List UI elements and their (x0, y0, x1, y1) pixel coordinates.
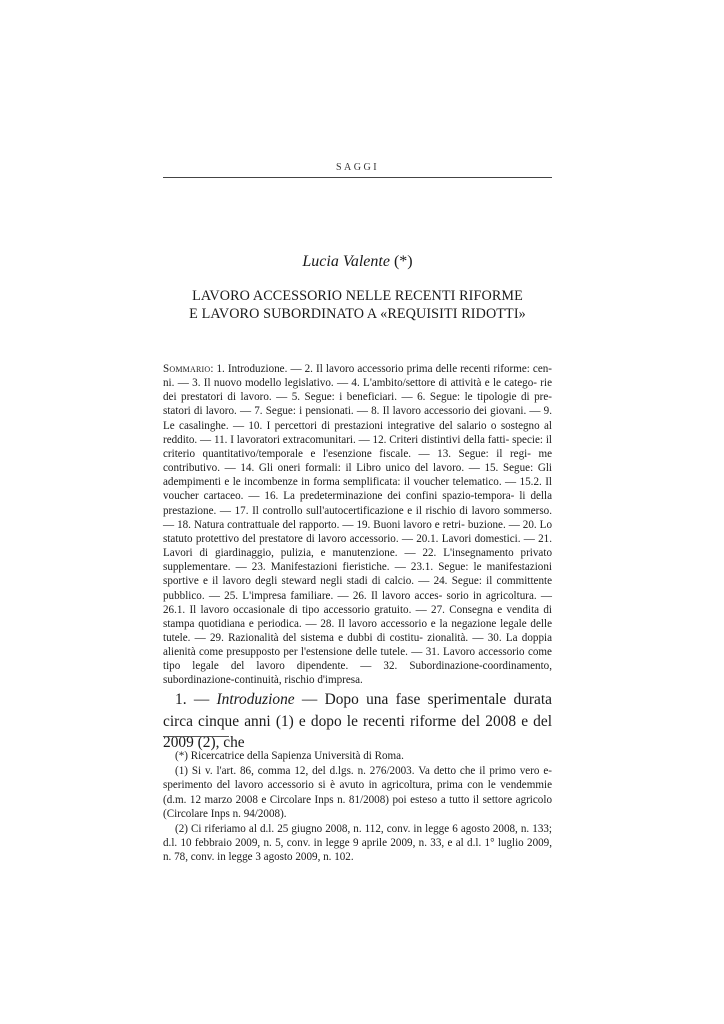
summary-line: li della prestazione. — 17. Il controllo sull'autocertificazione e il rischio di lavoro (163, 490, 553, 517)
summary-line: rie dei prestatori di lavoro. — 5. Segue: i beneficiari. — 6. Segue: le tipologie di pre- (163, 377, 552, 404)
summary-line: L'insegnamento privato supplementare. — 23. Manifestazioni fieristiche. — 23.1. (163, 547, 552, 574)
summary-line: statori di lavoro. — 7. Segue: i pensionati. — 8. Il lavoro accessorio dei giovani. — (163, 405, 541, 418)
summary-line: al reddito. — 11. I lavoratori extracomunitari. — 12. Criteri distintivi della fatti- (163, 419, 553, 446)
footnote-rule (163, 736, 229, 737)
section-number: 1. — (175, 691, 210, 708)
summary-line: : 1. Introduzione. — 2. Il lavoro accessorio prima delle recenti riforme: cen- (210, 363, 552, 375)
summary-line: sommerso. — 18. Natura contrattuale del rapporto. — 19. Buoni lavoro e retri- (163, 504, 552, 531)
author-name: Lucia Valente (302, 253, 390, 270)
running-head: SAGGI (335, 162, 380, 173)
article-title (163, 287, 552, 323)
footnote: (*) Ricercatrice della Sapienza Università di Roma. (175, 750, 404, 762)
summary-label: Sommario (163, 363, 211, 375)
summary-line: la negazione legale delle tutele. — 29. Razionalità del sistema e dubbi di costitu- (163, 617, 552, 644)
summary-line: Segue: le manifestazioni sportive e il lavoro degli steward negli stadi di calcio. — 24. (163, 561, 552, 588)
footnote: (1) Si v. l'art. 86, comma 12, del d.lgs. n. 276/2003. Va detto che il primo vero e-sperimento del lavoro accessorio si è avuto in agricoltura, prima con le vendemmie (d.m. 12 marzo 2008 e Circolare Inps n. 81/2008) poi esteso a tutto il settore agricolo (Circolare Inps n. 94/2008). (163, 765, 552, 820)
table-of-contents-summary (163, 362, 552, 688)
summary-line: Segue: il committente pubblico. — 25. L'impresa familiare. — 26. Il lavoro acces- (163, 575, 553, 602)
title-line-1: LAVORO ACCESSORIO NELLE RECENTI RIFORME (192, 288, 523, 304)
summary-line: Subordinazione-coordinamento, subordinazione-continuità, rischio d'impresa. (163, 660, 552, 687)
author-line (163, 253, 552, 271)
paragraph-text: — Dopo una fase sperimentale durata circa cinque anni (1) e dopo le recenti riforme del 2008 e del 2009 (2), che (163, 691, 552, 751)
body-paragraph (163, 689, 552, 754)
author-footnote-marker: (*) (393, 253, 413, 270)
summary-line: ni. — 3. Il nuovo modello legislativo. — 4. L'ambito/settore di attività e le catego- (163, 377, 537, 390)
summary-line: 9. Le casalinghe. — 10. I percettori di prestazioni integrative del salario o sostegno (163, 405, 552, 432)
summary-line: buzione. — 20. Lo statuto protettivo del prestatore di lavoro accessorio. — 20.1. (163, 518, 552, 545)
footnote: (2) Ci riferiamo al d.l. 25 giugno 2008, n. 112, conv. in legge 6 agosto 2008, n. 133; d.l. 10 febbraio 2009, n. 5, conv. in legge 9 aprile 2009, n. 33, e al d.l. 1° luglio 2009, n. 78, conv. in legge 3 agosto 2009, n. 102. (163, 823, 552, 864)
summary-line: Lavori domestici. — 21. Lavori di giardinaggio, pulizia, e manutenzione. — 22. (163, 532, 553, 560)
summary-line: zionalità. — 30. La doppia alienità come presupposto per l'estensione delle tutele. (163, 631, 552, 659)
summary-line: specie: il criterio quantitativo/temporale e l'esenzione fiscale. — 13. Segue: il regi- (163, 433, 552, 460)
summary-line: 15.2. Il voucher cartaceo. — 16. La predeterminazione dei confini spazio-tempora- (163, 476, 552, 503)
summary-line: sorio in agricoltura. — 26.1. Il lavoro occasionale di tipo accessorio gratuito. — 27. (163, 589, 552, 616)
summary-line: Consegna e vendita di stampa quotidiana e periodica. — 28. Il lavoro accessorio e (163, 603, 552, 630)
footnotes (163, 749, 552, 866)
section-title: Introduzione (216, 691, 295, 708)
title-line-2: E LAVORO SUBORDINATO A «REQUISITI RIDOTTI» (189, 306, 526, 322)
summary-line: Gli adempimenti e le incombenze in forma semplificata: il voucher telematico. — (163, 462, 552, 489)
header-rule (163, 177, 552, 178)
summary-line: me contributivo. — 14. Gli oneri formali: il Libro unico del lavoro. — 15. Segue: (163, 447, 552, 475)
summary-line: — 31. Lavoro accessorio come tipo legale del lavoro dipendente. — 32. (163, 646, 552, 673)
